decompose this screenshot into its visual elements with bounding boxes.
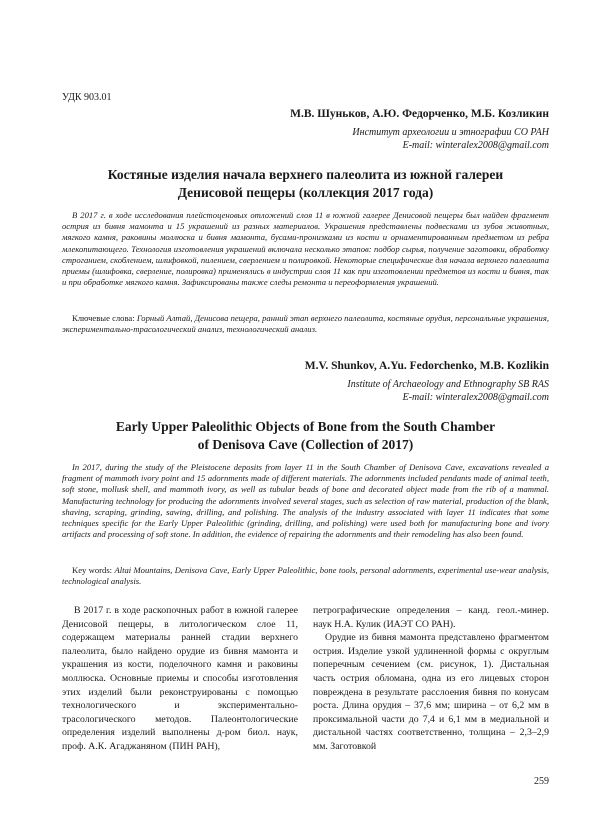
en-email: E-mail: winteralex2008@gmail.com [402,392,549,403]
en-keywords-label: Key words: [72,565,113,575]
body-right-paragraph-2: Орудие из бивня мамонта представлено фрагментом острия. Изделие узкой удлиненной формы с округлым поперечным сечением (см. рисунок, 1). Дистальная часть острия обломана, одна из его лицевых сторон повреждена в результате расслоения бивня по конусам роста. Длина орудия – 37,6 мм; ширина – от 6,2 мм в проксимальной части до 7,4 и 6,1 мм в медиальной и дистальной частях соответственно, толщина – 2,3–2,9 мм. Заготовкой [313,632,549,752]
body-left-paragraph: В 2017 г. в ходе раскопочных работ в южной галерее Денисовой пещеры, в литологическом слое 11, содержащем материалы ранней стадии верхнего палеолита, было найдено орудие из бивня мамонта и украшения из кости, поделочного камня и раковины моллюска. Основные приемы и способы изготовления этих изделий были реконструированы с помощью технологического и экспериментально-трасологического методов. Палеонтологические определения изделий выполнены д-ром биол. наук, проф. А.К. Агаджаняном (ПИН РАН), [62,605,298,752]
body-right-column [313,604,549,754]
en-authors: M.V. Shunkov, A.Yu. Fedorchenko, M.B. Kozlikin [304,360,549,372]
ru-title-line2: Денисовой пещеры (коллекция 2017 года) [177,185,434,200]
en-keywords-text: Altai Mountains, Denisova Cave, Early Upper Paleolithic, bone tools, personal adornments, experimental use-wear analysis, technological analysis. [62,565,549,587]
en-affiliation: Institute of Archaeology and Ethnography SB RAS [347,379,549,390]
body-right-paragraph-1: петрографические определения – канд. геол.-минер. наук Н.А. Кулик (ИАЭТ СО РАН). [313,605,549,630]
page-number: 259 [534,776,549,787]
en-keywords [62,565,549,587]
ru-keywords [62,313,549,335]
en-title-line1: Early Upper Paleolithic Objects of Bone from the South Chamber [115,419,496,434]
ru-keywords-text: Горный Алтай, Денисова пещера, ранний этап верхнего палеолита, костяные орудия, персональные украшения, экспериментально-трасологический анализ, технологический анализ. [62,313,549,335]
ru-authors: М.В. Шуньков, А.Ю. Федорченко, М.Б. Козликин [290,108,549,120]
ru-keywords-label: Ключевые слова: [72,313,135,323]
en-title-line2: of Denisova Cave (Collection of 2017) [197,437,414,452]
en-abstract: In 2017, during the study of the Pleistocene deposits from layer 11 in the South Chamber of Denisova Cave, excavations revealed a fragment of mammoth ivory point and 15 adornments made of different materials. The adornments included pendants made of animal teeth, soft stone, mollusk shell, and mammoth ivory, as well as tubular beads of bone and decorated object made from the rib of a mammal. Manufacturing technology for producing the adornments involved several stages, such as selection of raw material, production of the blank, shaving, scraping, grinding, sawing, drilling, and polishing. The analysis of the industry associated with layer 11 indicates that some techniques specific for the Early Upper Paleolithic (grinding, drilling, and polishing) were used both for manufacturing bone and ivory artifacts and processing of soft stone. In addition, the evidence of repairing the adornments and their remodeling has also been found. [62,462,549,540]
body-left-column [62,604,298,754]
udc-code: УДК 903.01 [62,92,112,103]
ru-abstract: В 2017 г. в ходе исследования плейстоценовых отложений слоя 11 в южной галерее Денисовой пещеры был найден фрагмент острия из бивня мамонта и 15 украшений из разных материалов. Украшения представлены подвесками из зубов животных, мягкого камня, раковины моллюска и бивня мамонта, бусами-пронизками из кости и орнаментированным предметом из ребра млекопитающего. Технология изготовления украшений включала несколько этапов: подбор сырья, получение заготовки, обработку строганием, скоблением, шлифовкой, пилением, сверлением и полировкой. Некоторые специфические для начала верхнего палеолита приемы (шлифовка, сверление, полировка) применялись в индустрии слоя 11 как при изготовлении предметов из кости и бивня, так и при обработке мягкого камня. Зафиксированы также следы ремонта и переоформления украшений. [62,210,549,288]
ru-title-line1: Костяные изделия начала верхнего палеолита из южной галереи [107,167,504,182]
ru-title [62,166,549,202]
ru-affiliation: Институт археологии и этнографии СО РАН [352,127,549,138]
en-title [62,418,549,454]
ru-email: E-mail: winteralex2008@gmail.com [402,140,549,151]
